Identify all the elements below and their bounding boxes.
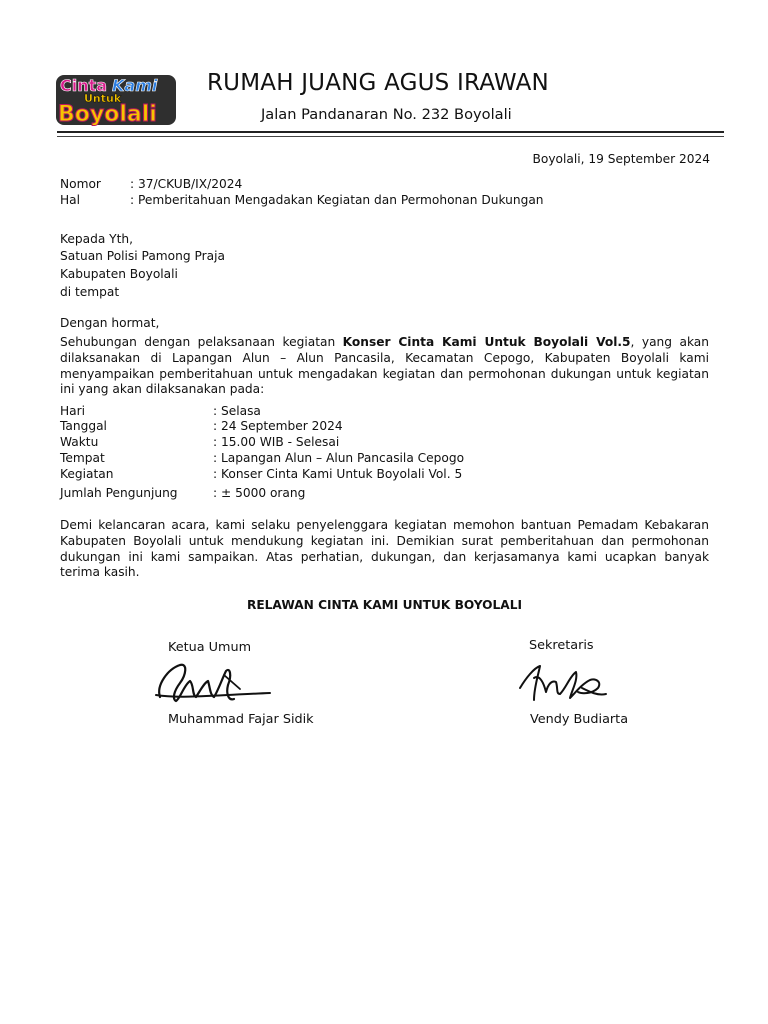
detail-row [60,467,462,481]
salutation: Dengan hormat, [60,316,160,330]
detail-row [60,451,464,465]
svg-text:Untuk: Untuk [84,92,122,105]
detail-row [60,404,261,418]
handwritten-signature [512,658,612,708]
recipient-line: Kabupaten Boyolali [60,267,178,281]
detail-row [60,486,305,500]
detail-value: : 24 September 2024 [213,419,343,433]
reference-hal [60,193,544,207]
left-signatory-name: Muhammad Fajar Sidik [168,712,314,727]
handwritten-signature [150,655,274,717]
intro-text-after: , yang akan dilaksanakan di Lapangan Alun – Alun Pancasila, Kecamatan Cepogo, Kabupaten Boyolali kami menyampaikan pemberitahuan untuk mengadakan kegiatan dan permohonan dukungan untuk kegiatan ini yang akan dilaksanakan pada: [60,335,709,397]
letter-date: Boyolali, 19 September 2024 [532,152,710,166]
cinta-kami-untuk-boyolali-logo [54,72,178,126]
detail-value: : Selasa [213,404,261,418]
recipient-line: di tempat [60,285,120,299]
detail-label: Jumlah Pengunjung [60,486,178,500]
recipient-line: Satuan Polisi Pamong Praja [60,249,225,263]
detail-label: Kegiatan [60,467,114,481]
intro-text-before: Sehubungan dengan pelaksanaan kegiatan [60,335,343,349]
intro-paragraph [60,335,709,398]
recipient-line: Kepada Yth, [60,232,133,246]
nomor-label: Nomor [60,177,101,191]
svg-text:Kami: Kami [112,76,158,95]
reference-nomor [60,177,242,191]
detail-value: : ± 5000 orang [213,486,306,500]
detail-value: : Lapangan Alun – Alun Pancasila Cepogo [213,451,465,465]
detail-label: Waktu [60,435,99,449]
letterhead-rule-thin [57,136,724,137]
hal-label: Hal [60,193,81,207]
nomor-value: : 37/CKUB/IX/2024 [130,177,243,191]
svg-text:Boyolali: Boyolali [58,102,157,126]
detail-value: : 15.00 WIB - Selesai [213,435,340,449]
detail-value: : Konser Cinta Kami Untuk Boyolali Vol. 5 [213,467,463,481]
detail-label: Tempat [60,451,105,465]
detail-row [60,435,339,449]
left-signatory-title: Ketua Umum [168,640,252,655]
hal-value: : Pemberitahuan Mengadakan Kegiatan dan Permohonan Dukungan [130,193,544,207]
detail-row [60,419,343,433]
event-name: Konser Cinta Kami Untuk Boyolali Vol.5 [342,335,631,349]
closing-paragraph: Demi kelancaran acara, kami selaku penyelenggara kegiatan memohon bantuan Pemadam Kebakaran Kabupaten Boyolali untuk mendukung kegiatan ini. Demikian surat pemberitahuan dan permohonan dukungan ini kami sampaikan. Atas perhatian, dukungan, dan kerjasamanya kami ucapkan banyak terima kasih. [60,518,709,580]
detail-label: Hari [60,404,86,418]
letterhead-rule-thick [57,131,724,133]
svg-text:Cinta: Cinta [60,76,108,95]
detail-label: Tanggal [60,419,107,433]
organization-name: RUMAH JUANG AGUS IRAWAN [207,70,549,96]
closing-organization: RELAWAN CINTA KAMI UNTUK BOYOLALI [246,598,523,612]
right-signatory-title: Sekretaris [529,638,594,653]
organization-address: Jalan Pandanaran No. 232 Boyolali [261,106,512,123]
right-signatory-name: Vendy Budiarta [530,712,629,727]
